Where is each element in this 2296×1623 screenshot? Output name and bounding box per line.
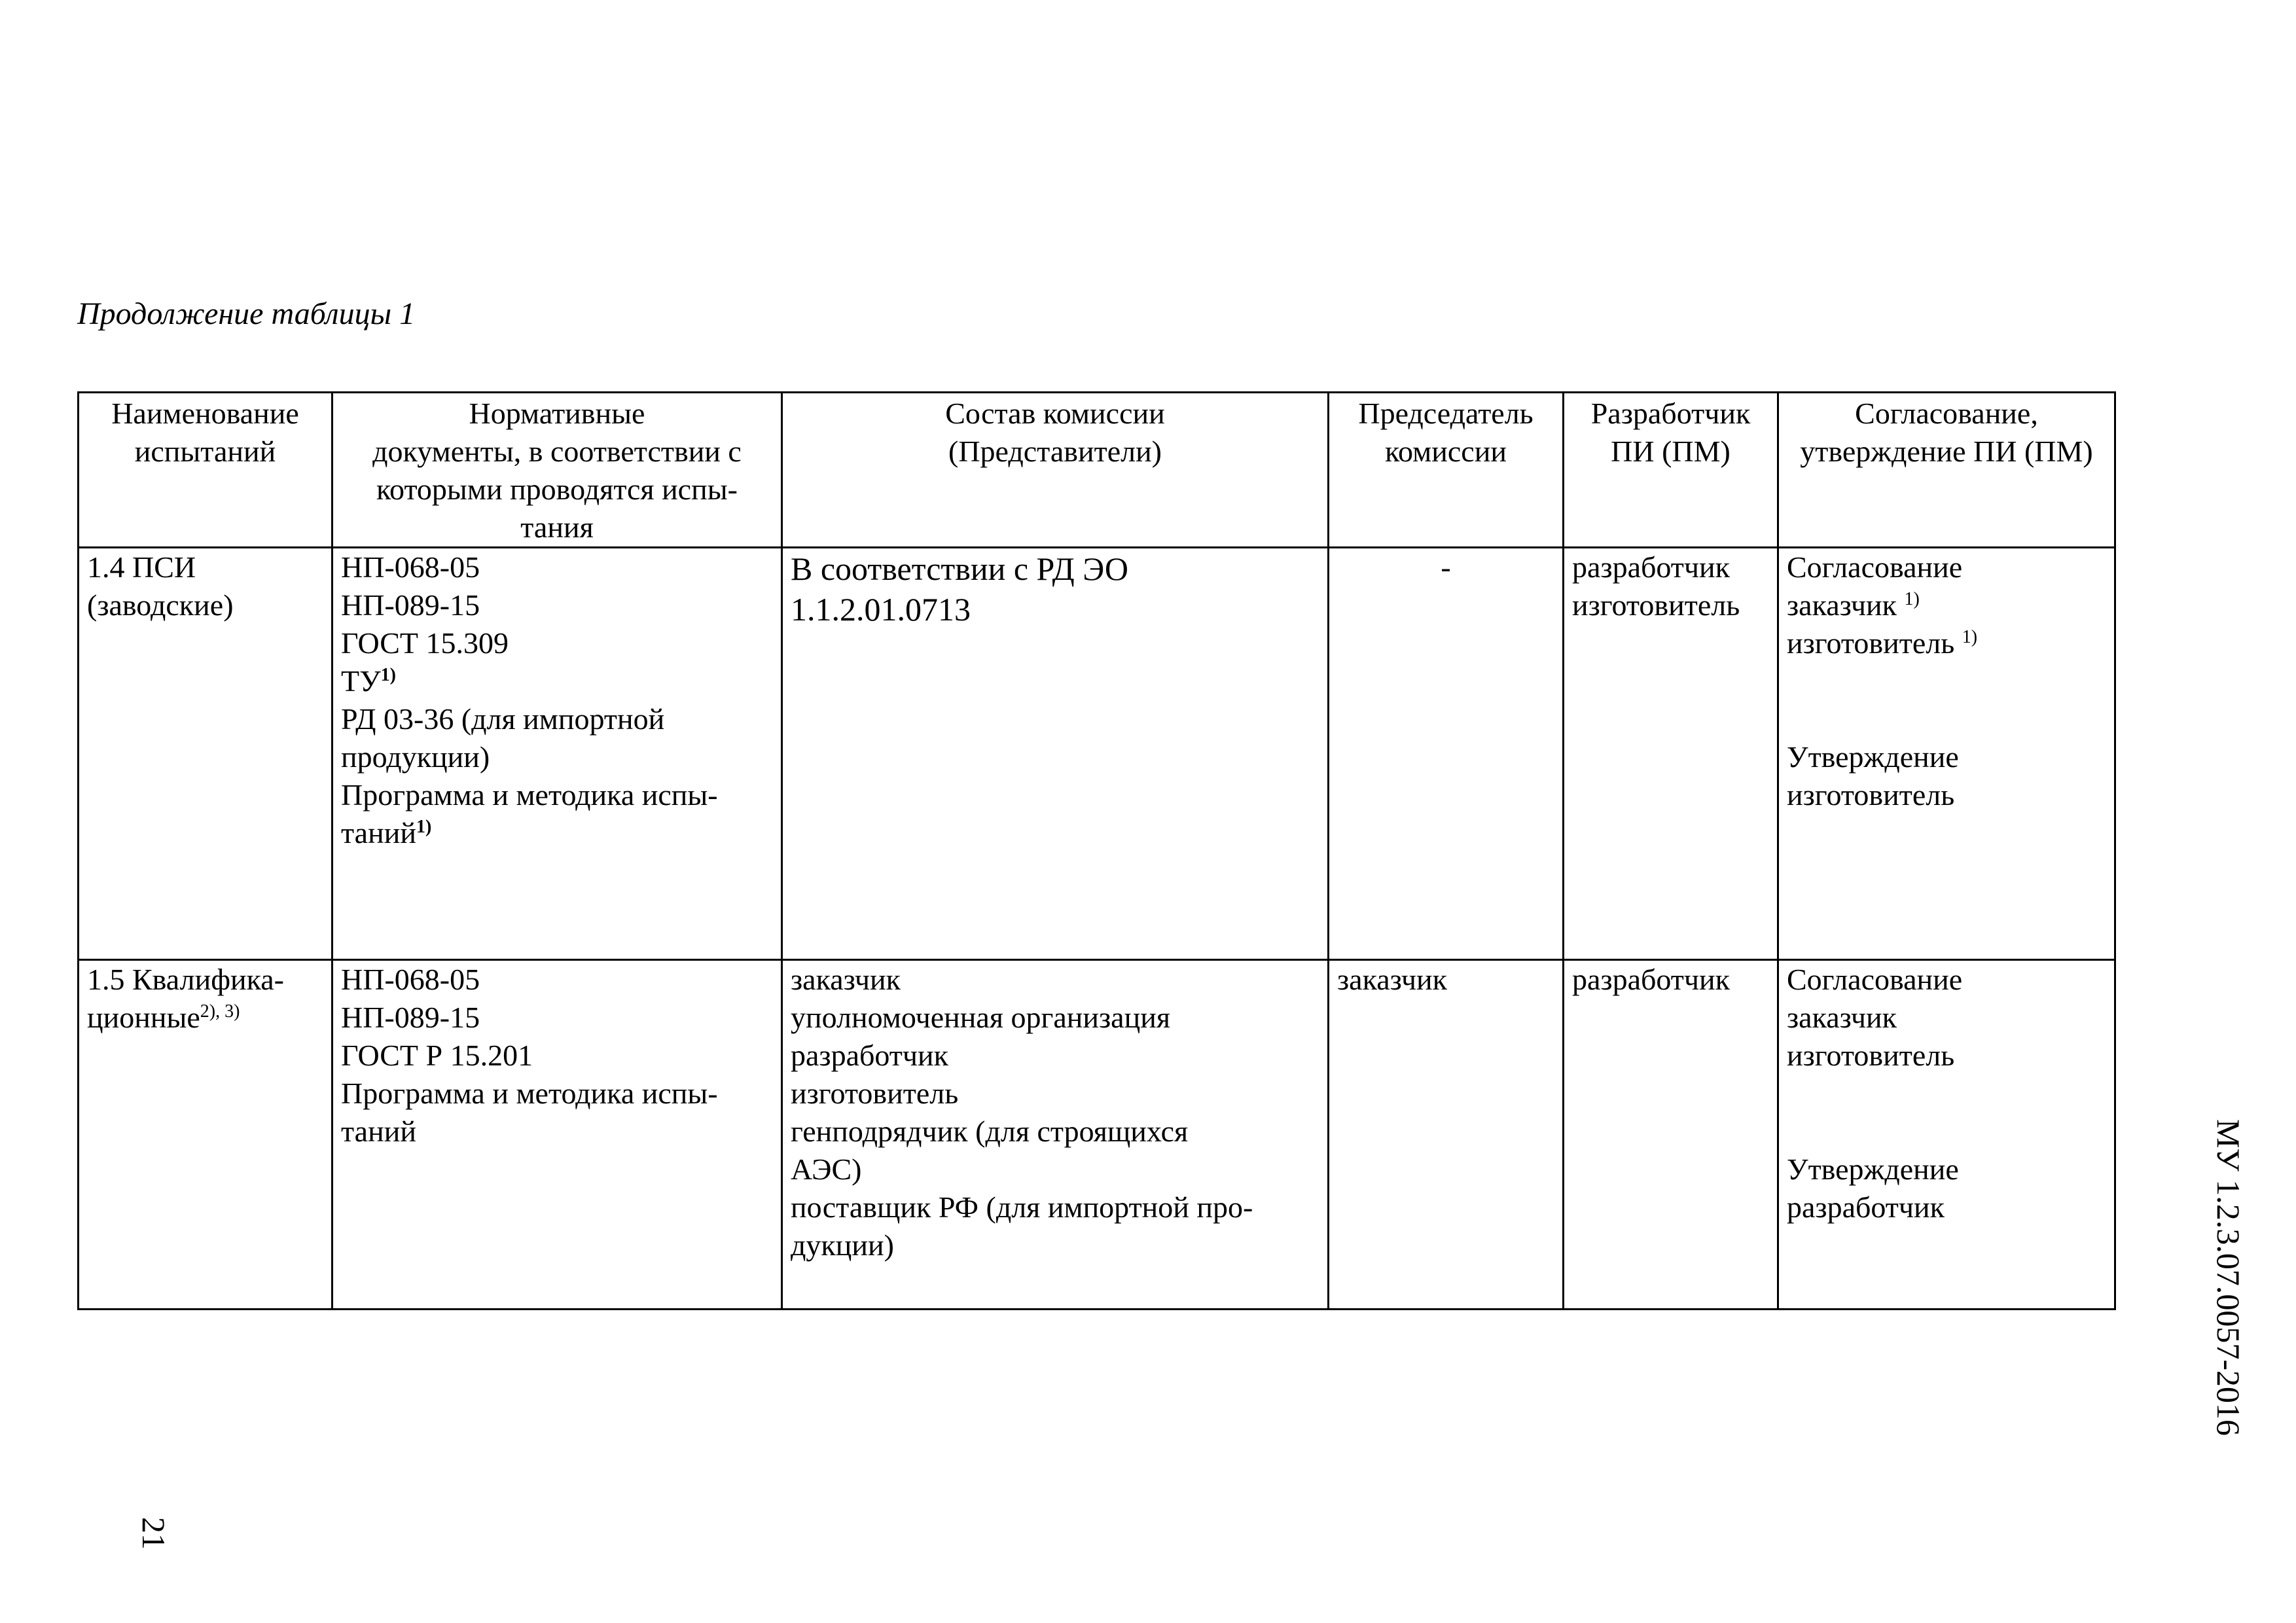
cell-text: разработчик [1572,550,1731,584]
cell-text: НП-089-15 [341,588,480,622]
cell-text: изготовитель [1787,1039,1955,1072]
header-text: ПИ (ПМ) [1611,435,1731,468]
header-approval [1778,393,2115,548]
spacer [1787,662,2106,738]
header-developer [1564,393,1778,548]
cell-normative-docs [332,960,782,1310]
cell-text: изготовитель [1787,626,1955,660]
cell-text: 1.5 Квалифика- [87,963,284,996]
header-text: Нормативные [469,397,645,430]
cell-text: ГОСТ 15.309 [341,626,509,660]
header-text: утверждение ПИ (ПМ) [1800,435,2093,468]
header-text: испытаний [134,435,276,468]
cell-text: уполномоченная организация [791,1001,1170,1034]
cell-text: АЭС) [791,1152,862,1186]
cell-developer [1564,960,1778,1310]
cell-text: НП-068-05 [341,963,480,996]
cell-text: НП-089-15 [341,1001,480,1034]
cell-text: изготовитель [1787,778,1955,812]
footnote-ref: 1) [380,665,396,685]
header-text: Председатель [1358,397,1534,430]
confirm-title: Утверждение [1787,1152,1959,1186]
cell-line [1787,624,2106,662]
cell-text: 1.1.2.01.0713 [791,591,971,628]
confirm-title: Утверждение [1787,740,1959,774]
header-text: документы, в соответствии с [372,435,742,468]
header-text: (Представители) [948,435,1162,468]
cell-test-name [79,548,332,960]
cell-text: РД 03-36 (для импортной [341,702,665,736]
cell-text: изготовитель [791,1077,959,1110]
cell-text: - [1441,550,1451,584]
table-row [79,960,2115,1310]
table-row [79,548,2115,960]
cell-text: ТУ [341,664,381,698]
cell-chairman [1329,548,1564,960]
cell-text: изготовитель [1572,588,1740,622]
cell-text: заказчик [791,963,901,996]
header-text: Наименование [111,397,299,430]
cell-approval [1778,960,2115,1310]
spacer [1787,1075,2106,1150]
cell-developer [1564,548,1778,960]
cell-test-name [79,960,332,1310]
header-text: комиссии [1385,435,1507,468]
cell-approval [1778,548,2115,960]
cell-commission [782,548,1329,960]
cell-line [1787,586,2106,624]
cell-text: таний [341,816,416,849]
cell-text: заказчик [1787,588,1897,622]
cell-text: таний [341,1115,416,1148]
cell-normative-docs [332,548,782,960]
cell-text: НП-068-05 [341,550,480,584]
cell-line [87,999,323,1037]
cell-line [341,662,773,700]
footnote-ref: 1) [1962,627,1978,647]
table-header-row [79,393,2115,548]
document-code: МУ 1.2.3.07.0057-2016 [2210,1119,2247,1436]
cell-text: В соответствии с РД ЭО [791,550,1128,587]
approval-title: Согласование [1787,963,1963,996]
table-caption: Продолжение таблицы 1 [77,296,416,331]
cell-text: заказчик [1337,963,1448,996]
cell-text: ГОСТ Р 15.201 [341,1039,533,1072]
approval-title: Согласование [1787,550,1963,584]
cell-text: разработчик [791,1039,949,1072]
cell-text: разработчик [1787,1190,1945,1224]
header-text: Согласование, [1855,397,2038,430]
cell-text: поставщик РФ (для импортной про- [791,1190,1253,1224]
header-commission [782,393,1329,548]
footnote-ref: 1) [1904,589,1920,609]
cell-text: продукции) [341,740,490,774]
cell-text: дукции) [791,1228,894,1262]
cell-line [341,814,773,852]
header-text: тания [520,510,594,544]
cell-text: генподрядчик (для строящихся [791,1115,1189,1148]
footnote-ref: 1) [416,817,432,837]
tests-table [77,391,2116,1310]
cell-commission [782,960,1329,1310]
cell-chairman [1329,960,1564,1310]
cell-text: разработчик [1572,963,1731,996]
cell-text: заказчик [1787,1001,1897,1034]
header-text: Состав комиссии [945,397,1165,430]
cell-text: (заводские) [87,588,234,622]
header-chairman [1329,393,1564,548]
header-test-name [79,393,332,548]
header-text: Разработчик [1590,397,1751,430]
cell-text: 1.4 ПСИ [87,550,196,584]
page-number: 21 [135,1517,172,1550]
header-text: которыми проводятся испы- [376,473,738,506]
cell-text: Программа и методика испы- [341,1077,718,1110]
footnote-ref: 2), 3) [200,1001,240,1022]
cell-text: ционные [87,1001,200,1034]
cell-text: Программа и методика испы- [341,778,718,812]
header-normative-docs [332,393,782,548]
